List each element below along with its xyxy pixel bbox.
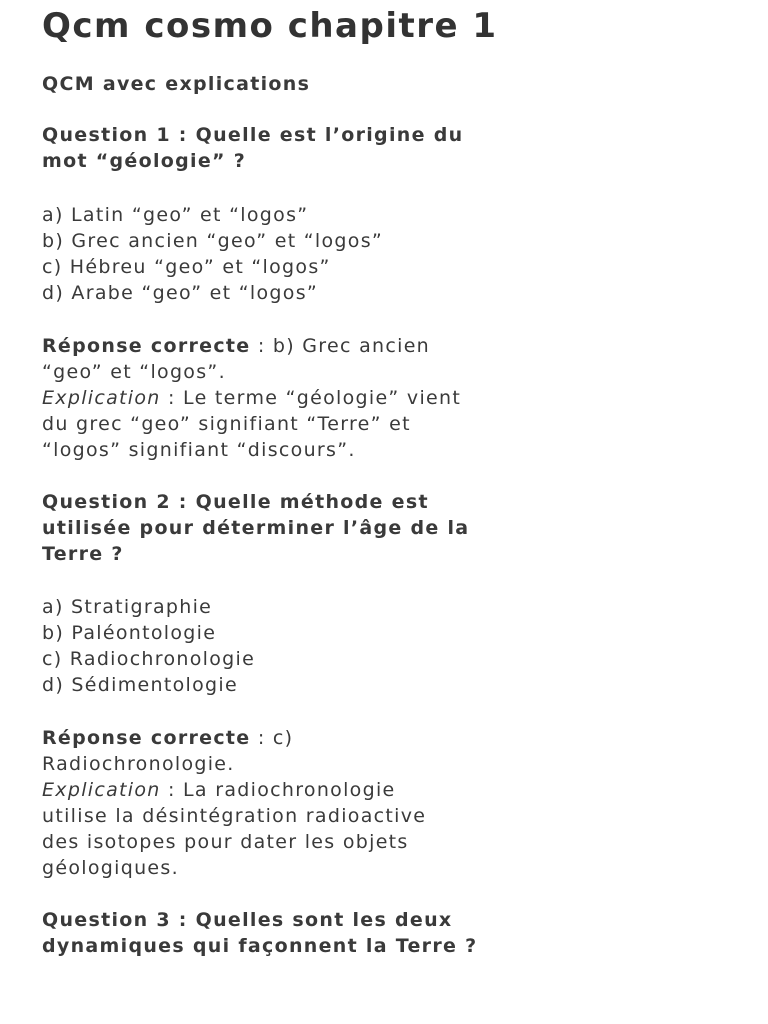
answer-label: Réponse correcte (42, 335, 251, 357)
question-1-heading-line: mot “géologie” ? (42, 150, 247, 172)
option-item: c) Radiochronologie (42, 648, 256, 670)
question-3-heading-line: dynamiques qui façonnent la Terre ? (42, 935, 478, 957)
explanation-text: Le terme “géologie” vient (183, 387, 462, 409)
question-1-answer (42, 333, 732, 463)
option-item: a) Stratigraphie (42, 596, 213, 618)
question-2-options (42, 594, 732, 698)
answer-text: b) Grec ancien (272, 335, 431, 357)
separator: : (250, 727, 273, 749)
question-2-heading (42, 489, 732, 567)
answer-text: Radiochronologie. (42, 753, 235, 775)
separator: : (160, 387, 184, 409)
document-title: Qcm cosmo chapitre 1 (42, 6, 498, 46)
document-subtitle: QCM avec explications (42, 73, 311, 95)
option-item: a) Latin “geo” et “logos” (42, 204, 309, 226)
question-2-answer (42, 725, 732, 881)
option-item: b) Grec ancien “geo” et “logos” (42, 230, 384, 252)
explanation-label: Explication (42, 779, 161, 801)
separator: : (250, 335, 273, 357)
question-3-heading (42, 907, 732, 959)
answer-label: Réponse correcte (42, 727, 251, 749)
explanation-text: des isotopes pour dater les objets (42, 831, 409, 853)
explanation-text: “logos” signifiant “discours”. (42, 439, 356, 461)
option-item: b) Paléontologie (42, 622, 217, 644)
question-1-heading (42, 122, 732, 174)
explanation-text: La radiochronologie (183, 779, 396, 801)
explanation-text: du grec “geo” signifiant “Terre” et (42, 413, 411, 435)
question-2-heading-line: Terre ? (42, 543, 124, 565)
question-1-heading-line: Question 1 : Quelle est l’origine du (42, 124, 464, 146)
answer-text: “geo” et “logos”. (42, 361, 226, 383)
option-item: d) Arabe “geo” et “logos” (42, 282, 319, 304)
explanation-label: Explication (42, 387, 161, 409)
option-item: c) Hébreu “geo” et “logos” (42, 256, 331, 278)
question-2-heading-line: Question 2 : Quelle méthode est (42, 491, 429, 513)
answer-text: c) (272, 727, 294, 749)
option-item: d) Sédimentologie (42, 674, 238, 696)
explanation-text: utilise la désintégration radioactive (42, 805, 427, 827)
separator: : (160, 779, 184, 801)
question-3-heading-line: Question 3 : Quelles sont les deux (42, 909, 453, 931)
question-2-heading-line: utilisée pour déterminer l’âge de la (42, 517, 470, 539)
question-1-options (42, 202, 732, 306)
explanation-text: géologiques. (42, 857, 179, 879)
